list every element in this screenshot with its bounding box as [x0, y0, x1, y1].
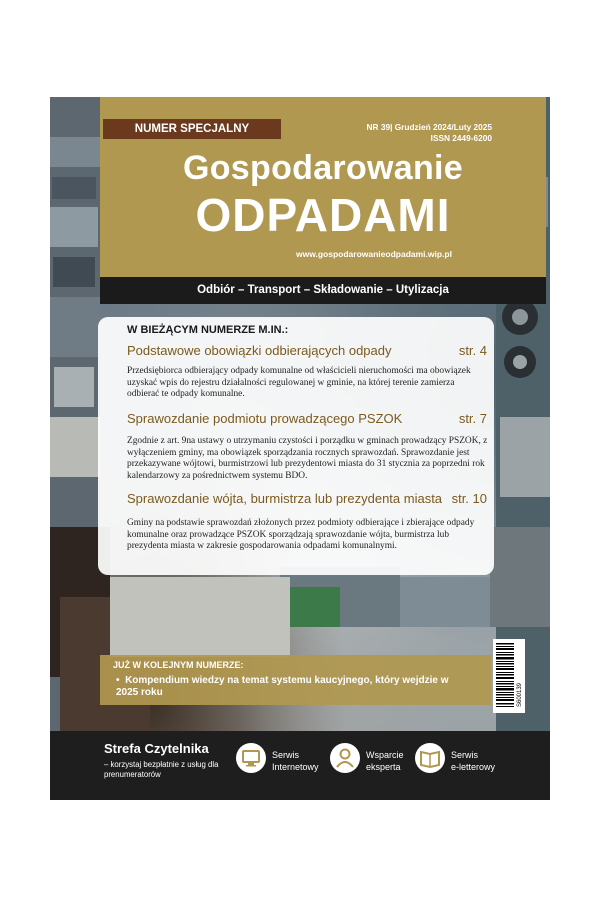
- magazine-title-line1: Gospodarowanie: [182, 149, 464, 187]
- tagline-bar: Odbiór – Transport – Składowanie – Utylizacja: [100, 277, 546, 304]
- article-title[interactable]: [127, 411, 487, 426]
- issue-number: NR 39| Grudzień 2024/Luty 2025: [366, 122, 492, 132]
- book-icon[interactable]: [415, 743, 445, 773]
- magazine-title-line2: ODPADAMI: [195, 189, 451, 241]
- magazine-cover: [50, 97, 550, 800]
- barcode-number: S600139: [517, 682, 523, 707]
- service-label-line1: Serwis: [451, 750, 479, 760]
- issn: ISSN 2449-6200: [430, 133, 492, 143]
- special-issue-badge: NUMER SPECJALNY: [103, 119, 281, 139]
- article-summary: Gminy na podstawie sprawozdań złożonych przez podmioty odbierające i zbierające odpady komunalne oraz prowadzące PSZOK sporządzają sprawozdanie wójta, burmistrza lub prezydenta miasta w zakresie gospodarowania odpadami komunalnymi.: [127, 518, 475, 552]
- next-issue-item-text: Kompendium wiedzy na temat systemu kaucyjnego, który wejdzie w 2025 roku: [116, 675, 449, 698]
- service-internet[interactable]: [272, 749, 319, 773]
- service-label-line2: Internetowy: [272, 762, 319, 772]
- next-issue-item: [116, 675, 456, 699]
- article-page: str. 10: [451, 491, 487, 506]
- service-label-line1: Wsparcie: [366, 750, 404, 760]
- service-label-line1: Serwis: [272, 750, 300, 760]
- service-expert[interactable]: [366, 749, 404, 773]
- article-title[interactable]: [127, 491, 487, 506]
- issue-info: [322, 122, 492, 144]
- bullet-icon: •: [116, 675, 126, 686]
- expert-icon[interactable]: [330, 743, 360, 773]
- article-title-text: Podstawowe obowiązki odbierających odpady: [127, 343, 392, 358]
- service-newsletter[interactable]: [451, 749, 495, 773]
- website-url[interactable]: www.gospodarowanieodpadami.wip.pl: [295, 249, 452, 259]
- article-summary: Zgodnie z art. 9na ustawy o utrzymaniu czystości i porządku w gminach prowadzący PSZOK, z wyłączeniem gminy, ma obowiązek sporządzania rocznych sprawozdań. Sprawozdanie jest przekazywane wójtowi, burmistrzowi lub prezydentowi miasta do 31 stycznia za poprzedni rok kalendarzowy za pośrednictwem systemu BDO.: [127, 436, 488, 481]
- article-title-text: Sprawozdanie podmiotu prowadzącego PSZOK: [127, 411, 403, 426]
- service-label-line2: eksperta: [366, 762, 401, 772]
- reader-zone-title: Strefa Czytelnika: [104, 741, 209, 756]
- barcode-icon: [493, 639, 525, 713]
- barcode: [493, 639, 525, 713]
- reader-zone-subtitle: – korzystaj bezpłatnie z usług dla prenumeratorów: [104, 760, 219, 779]
- contents-heading: W BIEŻĄCYM NUMERZE M.IN.:: [127, 324, 289, 336]
- article-title[interactable]: [127, 343, 487, 358]
- next-issue-heading: JUŻ W KOLEJNYM NUMERZE:: [113, 660, 244, 670]
- article-page: str. 7: [458, 411, 487, 426]
- article-page: str. 4: [458, 343, 487, 358]
- monitor-icon[interactable]: [236, 743, 266, 773]
- article-summary: Przedsiębiorca odbierający odpady komunalne od właścicieli nieruchomości ma obowiązek uzyskać wpis do rejestru działalności regulowanej w gminie, na której terenie zamierza odbierać te odpady komunalne.: [127, 366, 471, 400]
- service-label-line2: e-letterowy: [451, 762, 496, 772]
- article-title-text: Sprawozdanie wójta, burmistrza lub prezydenta miasta: [127, 491, 443, 506]
